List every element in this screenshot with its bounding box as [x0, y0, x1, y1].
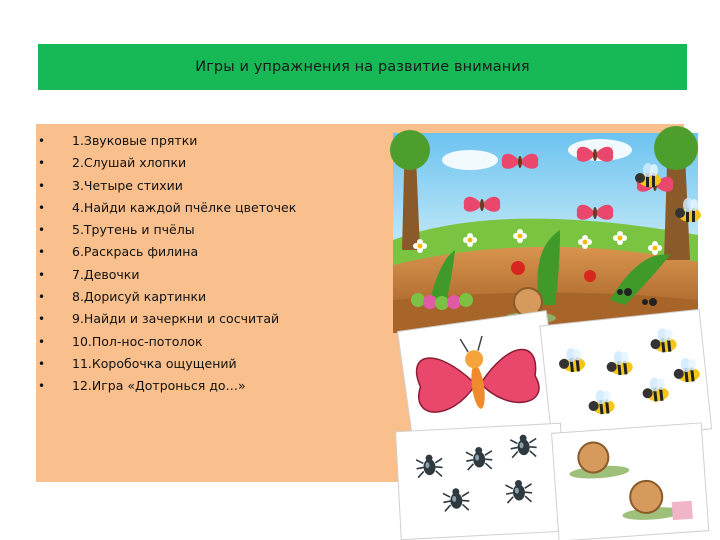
- list-item: • 5.Трутень и пчёлы: [36, 219, 296, 241]
- bullet-icon: •: [38, 156, 46, 171]
- list-item: • 8.Дорисуй картинки: [36, 286, 296, 308]
- list-item: • 6.Раскрась филина: [36, 241, 296, 263]
- bullet-icon: •: [38, 356, 46, 371]
- bullet-icon: •: [38, 134, 46, 148]
- bullet-icon: •: [38, 223, 46, 238]
- bullet-icon: •: [38, 379, 46, 394]
- bullet-icon: •: [38, 334, 46, 349]
- list-item: • 7.Девочки: [36, 264, 296, 286]
- bullet-icon: •: [38, 178, 46, 193]
- bullet-icon: •: [38, 245, 46, 260]
- bullet-icon: •: [38, 290, 46, 305]
- bullet-icon: •: [38, 312, 46, 327]
- bullet-icon: •: [38, 200, 46, 215]
- game-list: [36, 130, 296, 398]
- list-item: • 2.Слушай хлопки: [36, 152, 296, 174]
- title-bar: [38, 44, 687, 90]
- slide-title: Игры и упражнения на развитие внимания: [195, 59, 530, 75]
- list-item: • 1.Звуковые прятки: [36, 130, 296, 152]
- list-item: • 9.Найди и зачеркни и сосчитай: [36, 308, 296, 330]
- bullet-icon: •: [38, 267, 46, 282]
- list-item: • 11.Коробочка ощущений: [36, 353, 296, 375]
- list-item: • 12.Игра «Дотронься до…»: [36, 375, 296, 397]
- list-item: • 3.Четыре стихии: [36, 175, 296, 197]
- list-item: • 10.Пол-нос-потолок: [36, 331, 296, 353]
- list-item: • 4.Найди каждой пчёлке цветочек: [36, 197, 296, 219]
